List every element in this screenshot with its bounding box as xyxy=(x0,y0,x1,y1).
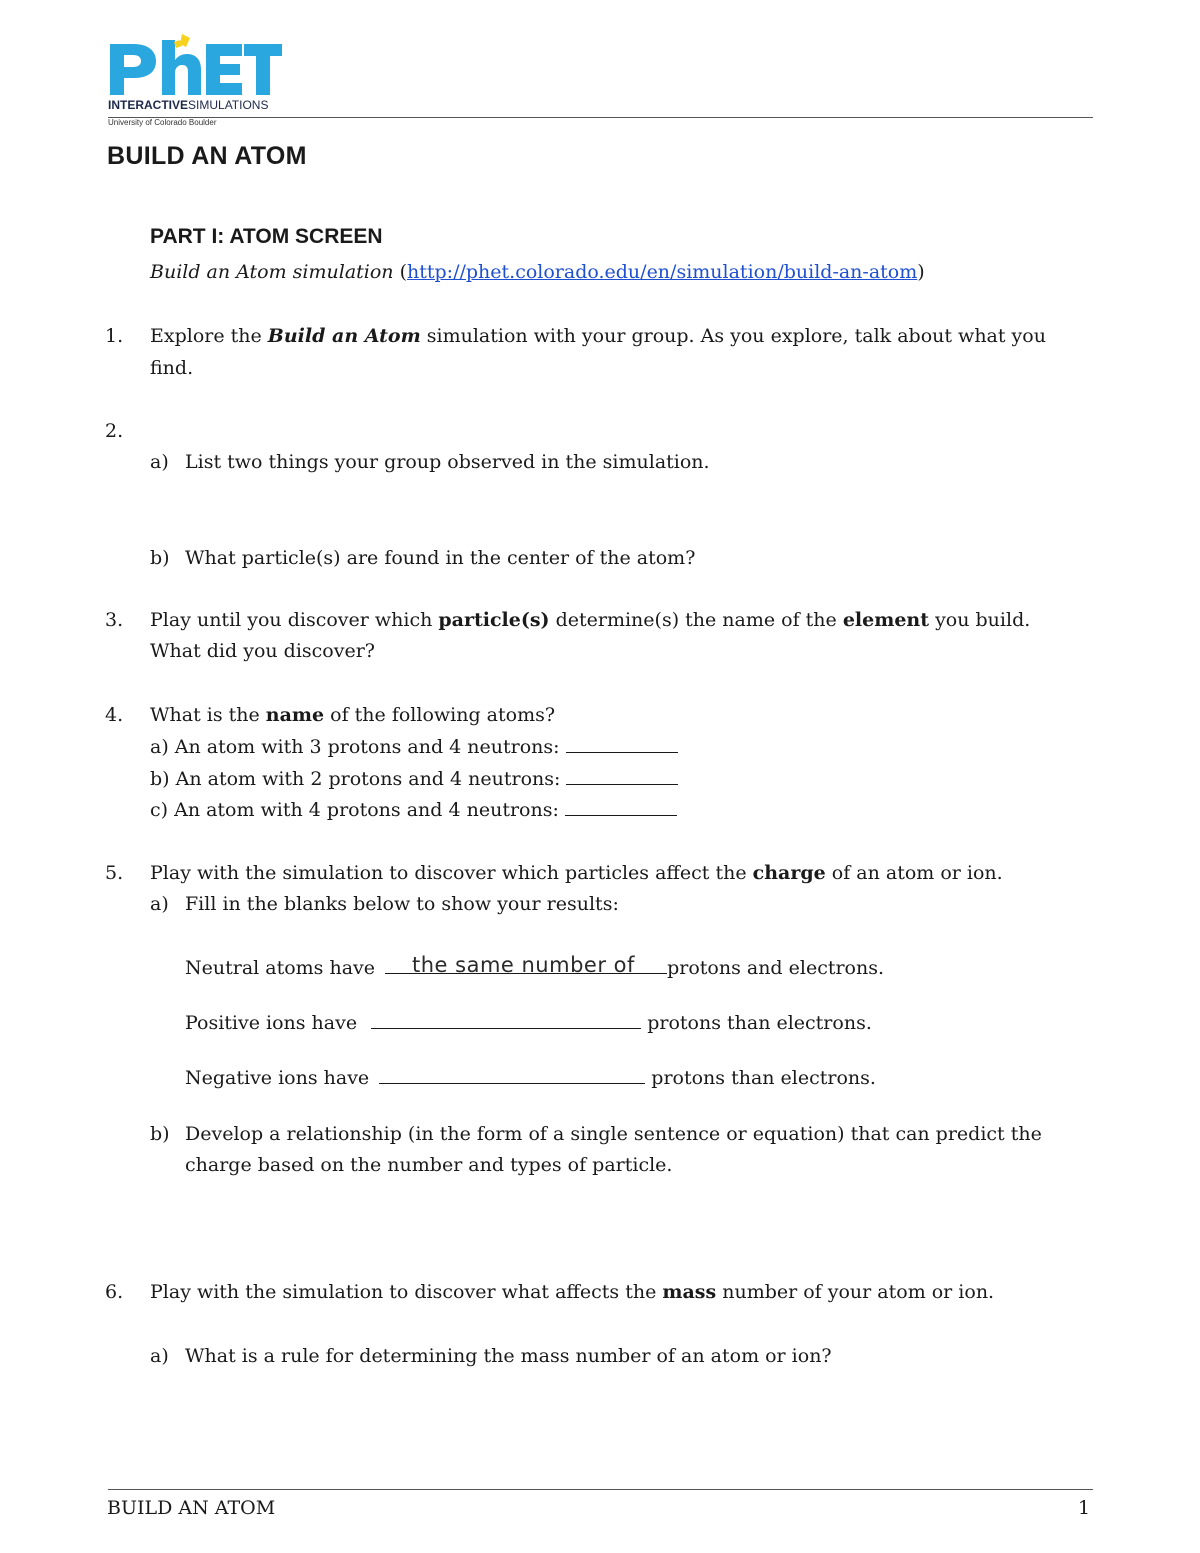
footer-title: BUILD AN ATOM xyxy=(107,1497,276,1519)
q5-bold: charge xyxy=(752,862,826,884)
q5-post: of an atom or ion. xyxy=(825,862,1003,884)
q3-bold2: element xyxy=(842,609,930,631)
q6-pre: Play with the simulation to discover what affects the xyxy=(150,1281,663,1303)
logo-tagline xyxy=(108,98,268,112)
positive-line xyxy=(185,1010,872,1035)
negative-line xyxy=(185,1065,876,1090)
q6-bold: mass xyxy=(662,1281,717,1303)
neutral-pre: Neutral atoms have xyxy=(185,957,376,979)
q5-text xyxy=(150,861,1003,885)
part-heading: PART I: ATOM SCREEN xyxy=(150,225,383,248)
q2-number: 2. xyxy=(105,420,124,442)
negative-pre: Negative ions have xyxy=(185,1067,370,1089)
q6a-text: What is a rule for determining the mass number of an atom or ion? xyxy=(185,1345,832,1367)
negative-blank-field[interactable] xyxy=(379,1065,645,1084)
q3-text xyxy=(150,608,1030,632)
q3-line2: What did you discover? xyxy=(150,640,375,662)
q1-post: simulation with your group. As you explore, talk about what you xyxy=(420,325,1046,347)
q5b-line1: Develop a relationship (in the form of a single sentence or equation) that can predict the xyxy=(185,1123,1042,1145)
q6-post: number of your atom or ion. xyxy=(716,1281,995,1303)
q4-number: 4. xyxy=(105,704,124,726)
q2a-label: a) xyxy=(150,451,169,473)
q3-number: 3. xyxy=(105,609,124,631)
sim-name: Build an Atom simulation xyxy=(150,261,394,283)
q4-answer-b-field[interactable] xyxy=(566,766,678,785)
q1-number: 1. xyxy=(105,325,124,347)
page-title: BUILD AN ATOM xyxy=(107,142,307,170)
q5a-text: Fill in the blanks below to show your results: xyxy=(185,893,619,915)
neutral-handwritten-answer: the same number of xyxy=(412,953,635,977)
sim-url-link[interactable]: http://phet.colorado.edu/en/simulation/build-an-atom xyxy=(407,261,918,283)
q2b-label: b) xyxy=(150,547,170,569)
q1-pre: Explore the xyxy=(150,325,268,347)
logo-tagline-rest: SIMULATIONS xyxy=(188,98,269,112)
q5-number: 5. xyxy=(105,862,124,884)
q4-item-c-text: c) An atom with 4 protons and 4 neutrons: xyxy=(150,799,565,821)
q4-pre: What is the xyxy=(150,704,266,726)
q4-bold: name xyxy=(265,704,325,726)
q4-item-c xyxy=(150,797,677,822)
q6-text xyxy=(150,1280,994,1304)
q1-line2: find. xyxy=(150,357,194,379)
q1-bold: Build an Atom xyxy=(267,325,421,347)
positive-post: protons than electrons. xyxy=(647,1012,872,1034)
header-rule xyxy=(108,117,1093,118)
sim-reference: Build an Atom simulation (http://phet.colorado.edu/en/simulation/build-an-atom) xyxy=(150,261,925,283)
logo-university: University of Colorado Boulder xyxy=(108,118,217,127)
q4-item-a xyxy=(150,734,678,759)
q4-item-b xyxy=(150,766,678,791)
q6a-label: a) xyxy=(150,1345,169,1367)
q4-text xyxy=(150,703,555,727)
q2b-text: What particle(s) are found in the center of the atom? xyxy=(185,547,696,569)
q5-pre: Play with the simulation to discover which particles affect the xyxy=(150,862,753,884)
q3-post: you build. xyxy=(929,609,1031,631)
q3-bold1: particle(s) xyxy=(438,609,550,631)
q5a-label: a) xyxy=(150,893,169,915)
footer-rule xyxy=(108,1489,1093,1490)
q5b-line2: charge based on the number and types of particle. xyxy=(185,1154,673,1176)
q4-item-a-text: a) An atom with 3 protons and 4 neutrons: xyxy=(150,736,566,758)
logo-tagline-bold: INTERACTIVE xyxy=(108,98,189,112)
q3-mid: determine(s) the name of the xyxy=(549,609,843,631)
q4-answer-c-field[interactable] xyxy=(565,797,677,816)
q3-pre: Play until you discover which xyxy=(150,609,439,631)
page-number: 1 xyxy=(1078,1497,1091,1519)
q2a-text: List two things your group observed in the simulation. xyxy=(185,451,710,473)
q5b-label: b) xyxy=(150,1123,170,1145)
negative-post: protons than electrons. xyxy=(651,1067,876,1089)
neutral-post: protons and electrons. xyxy=(667,957,885,979)
q4-item-b-text: b) An atom with 2 protons and 4 neutrons: xyxy=(150,768,567,790)
positive-blank-field[interactable] xyxy=(371,1010,641,1029)
q6-number: 6. xyxy=(105,1281,124,1303)
q4-answer-a-field[interactable] xyxy=(566,734,678,753)
q4-post: of the following atoms? xyxy=(324,704,556,726)
positive-pre: Positive ions have xyxy=(185,1012,358,1034)
q1-text xyxy=(150,324,1046,348)
